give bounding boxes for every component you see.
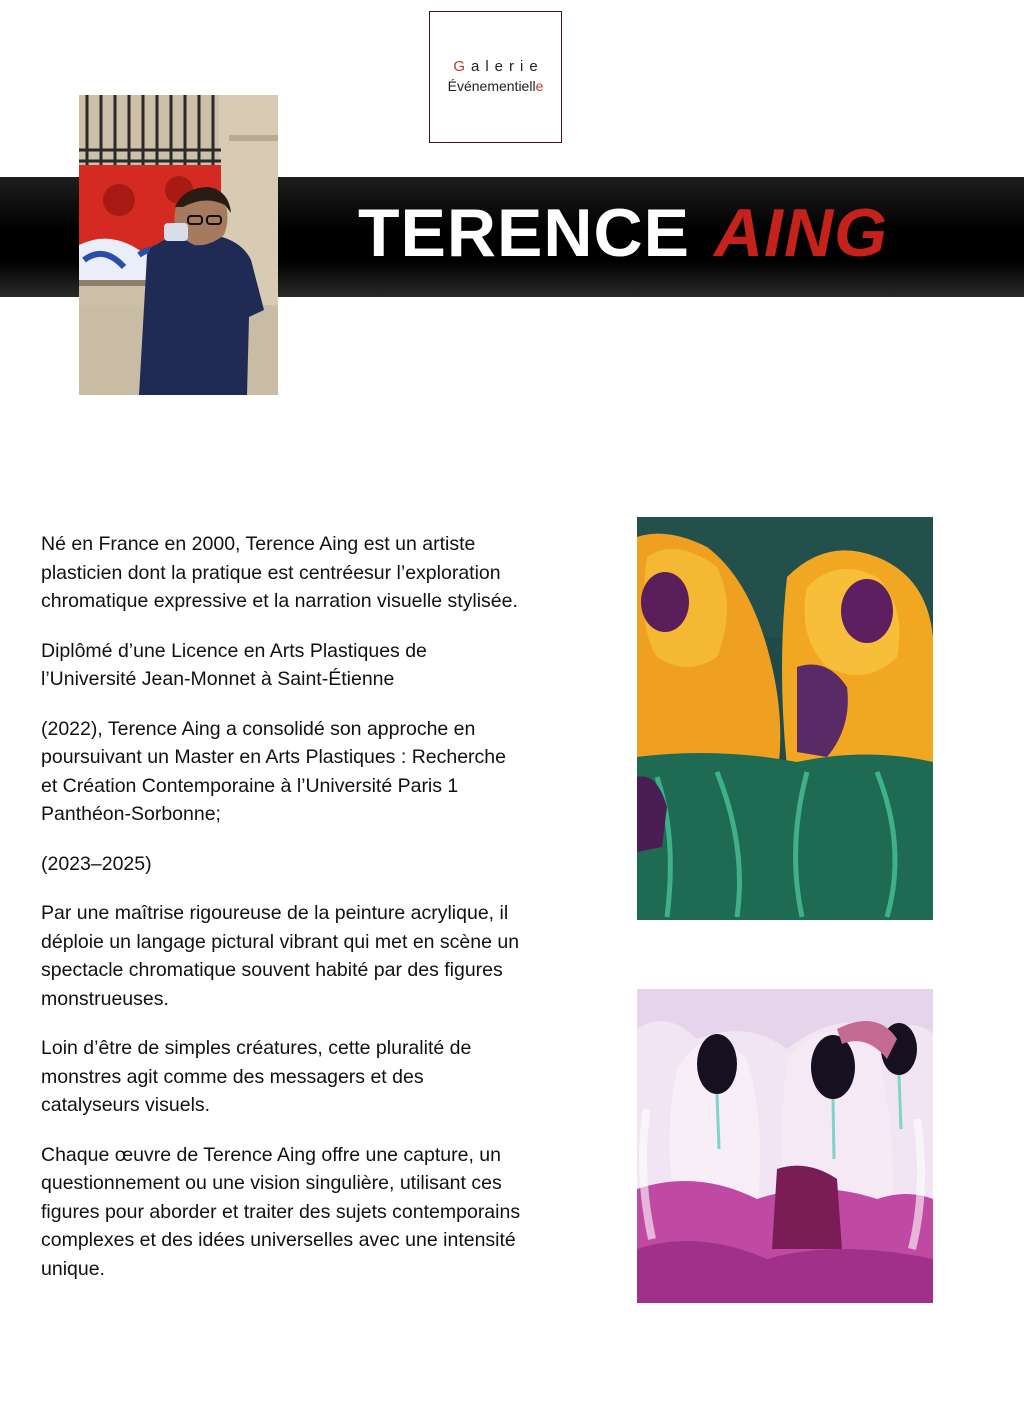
artist-portrait-photo xyxy=(79,95,278,395)
bio-paragraph: Chaque œuvre de Terence Aing offre une capture, un questionnement ou une vision singulière, utilisant ces figures pour aborder et traiter des sujets contemporains complexes et des idées universelles avec une intensité unique. xyxy=(41,1143,521,1280)
bio-paragraph: Diplômé d’une Licence en Arts Plastiques de l’Université Jean-Monnet à Saint-Étienne xyxy=(41,639,427,690)
artwork-orange-figures xyxy=(637,517,933,920)
logo-line-galerie: Galerie xyxy=(453,58,544,75)
bio-paragraph: (2023–2025) xyxy=(41,852,152,875)
gallery-logo xyxy=(429,11,562,143)
artist-biography xyxy=(41,530,521,1304)
logo-line-evenementielle: Événementielle xyxy=(447,78,544,94)
artist-name xyxy=(358,194,888,272)
bio-paragraph: Loin d’être de simples créatures, cette pluralité de monstres agit comme des messagers et des catalyseurs visuels. xyxy=(41,1037,472,1116)
bio-paragraph: Né en France en 2000, Terence Aing est un artiste plasticien dont la pratique est centréesur l’exploration chromatique expressive et la narration visuelle stylisée. xyxy=(41,533,518,612)
bio-paragraph: (2022), Terence Aing a consolidé son approche en poursuivant un Master en Arts Plastiques : Recherche et Création Contemporaine à l’Université Paris 1 Panthéon-Sorbonne; xyxy=(41,717,506,825)
artist-last-name: AING xyxy=(713,195,888,271)
bio-paragraph: Par une maîtrise rigoureuse de la peinture acrylique, il déploie un langage pictural vibrant qui met en scène un spectacle chromatique souvent habité par des figures monstrueuses. xyxy=(41,902,520,1010)
artist-first-name: TERENCE xyxy=(358,195,690,271)
artwork-pink-figures xyxy=(637,989,933,1303)
